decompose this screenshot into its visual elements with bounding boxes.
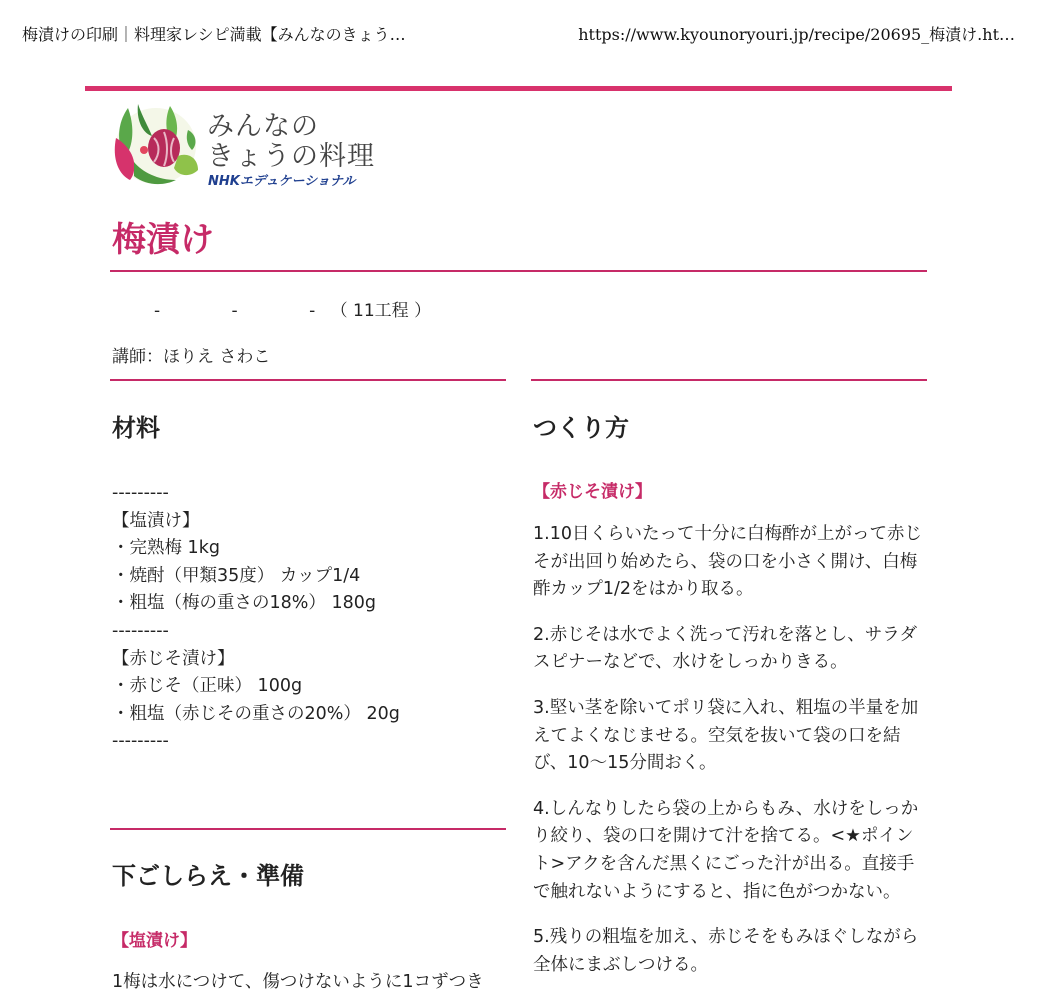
- print-header-url: https://www.kyounoryouri.jp/recipe/20695_梅漬け.ht…: [578, 25, 1015, 44]
- print-header: [0, 0, 1037, 60]
- ingredients-heading: 材料: [112, 414, 160, 442]
- ingredient-line: 【塩漬け】: [112, 510, 200, 531]
- site-logo[interactable]: [108, 100, 375, 190]
- preparation-subheading: 【塩漬け】: [112, 931, 197, 951]
- logo-text-line1: みんなの: [207, 111, 319, 142]
- method-heading: つくり方: [533, 414, 629, 442]
- recipe-title: 梅漬け: [112, 220, 214, 260]
- method-step: 2.赤じそは水でよく洗って汚れを落とし、サラダスピナーなどで、水けをしっかりきる。: [533, 624, 918, 673]
- header-rule: [85, 86, 952, 91]
- logo-text-line2: きょうの料理: [207, 141, 375, 172]
- print-header-title: 梅漬けの印刷｜料理家レシピ満載【みんなのきょう…: [22, 25, 406, 44]
- instructor-name: 講師：ほりえ さわこ: [112, 347, 271, 367]
- preparation-heading: 下ごしらえ・準備: [112, 862, 304, 890]
- method-subheading: 【赤じそ漬け】: [533, 482, 652, 502]
- meta-separator: -: [154, 301, 161, 321]
- method-step: 1.10日くらいたって十分に白梅酢が上がって赤じそが出回り始めたら、袋の口を小さく開け、白梅酢カップ1/2をはかり取る。: [533, 524, 922, 600]
- method-steps: [533, 521, 925, 997]
- meta-separator: -: [309, 301, 316, 321]
- method-step: 3.堅い茎を除いてポリ袋に入れ、粗塩の半量を加えてよくなじませる。空気を抜いて袋の口を結び、10〜15分間おく。: [533, 697, 919, 774]
- ingredients-rule: [110, 379, 506, 381]
- ingredient-line: ・粗塩（梅の重さの18%） 180g: [112, 593, 376, 614]
- ingredient-line: ・完熟梅 1kg: [112, 538, 220, 559]
- vegetable-logo-icon: [108, 100, 203, 188]
- ingredients-list: [112, 480, 502, 756]
- method-step: 4.しんなりしたら袋の上からもみ、水けをしっかり絞り、袋の口を開けて汁を捨てる。<★ポイント>アクを含んだ黒くにごった汁が出る。直接手で触れないようにすると、指に色がつかない。: [533, 798, 919, 902]
- ingredient-line: ・焼酎（甲類35度） カップ1/4: [112, 565, 361, 586]
- ingredient-line: ---------: [112, 731, 169, 752]
- logo-nhk-text: NHKエデュケーショナル: [208, 174, 356, 189]
- method-step: 5.残りの粗塩を加え、赤じそをもみほぐしながら全体にまぶしつける。: [533, 927, 919, 975]
- ingredient-line: ・粗塩（赤じその重さの20%） 20g: [112, 703, 400, 724]
- preparation-text: 1梅は水につけて、傷つけないように1コずつき: [112, 972, 484, 992]
- ingredient-line: ・赤じそ（正味） 100g: [112, 676, 303, 697]
- ingredient-line: ---------: [112, 483, 169, 503]
- meta-separator: -: [231, 301, 238, 321]
- title-rule: [110, 270, 927, 272]
- steps-count: （ 11工程 ）: [330, 301, 432, 321]
- ingredient-line: ---------: [112, 620, 169, 641]
- recipe-meta: [112, 296, 431, 321]
- ingredient-line: 【赤じそ漬け】: [112, 648, 235, 669]
- preparation-rule: [110, 828, 506, 830]
- method-rule: [531, 379, 927, 381]
